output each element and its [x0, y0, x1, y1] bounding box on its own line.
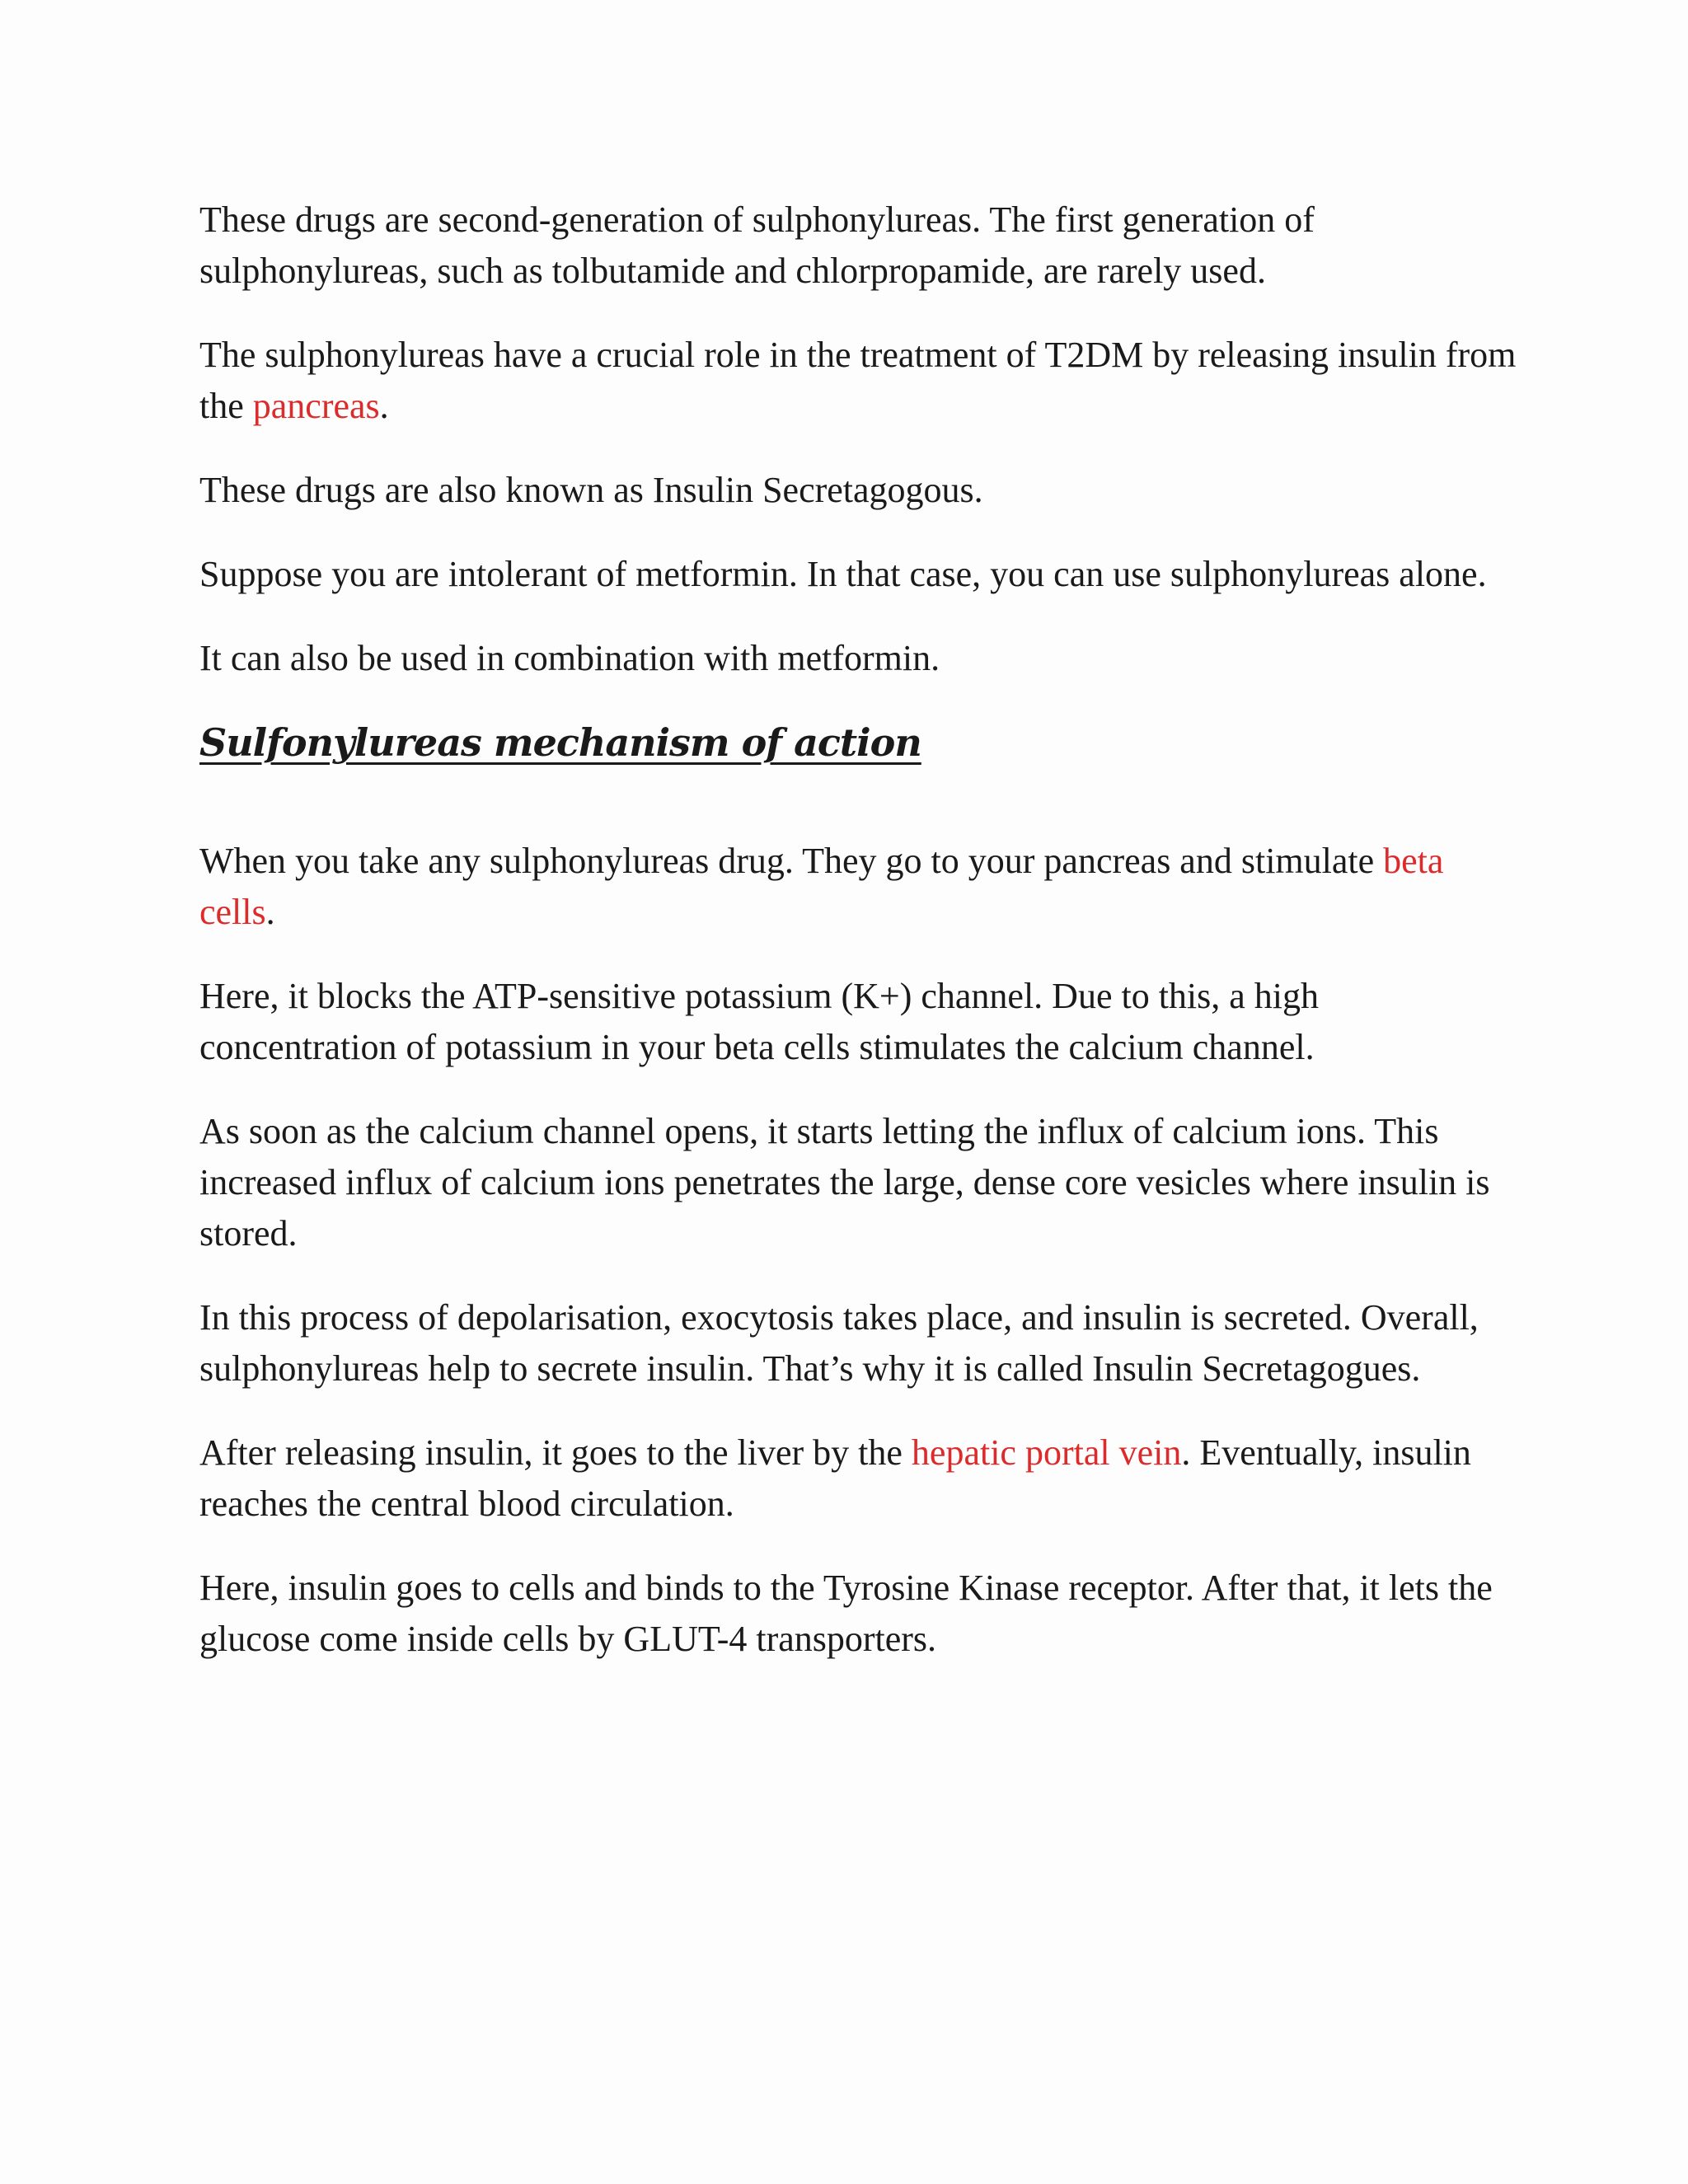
paragraph-text: After releasing insulin, it goes to the liver by the [199, 1432, 912, 1473]
body-paragraph-2 [199, 971, 1518, 1073]
paragraph-text: The sulphonylureas have a crucial role in the treatment of T2DM by releasing insulin from the [199, 335, 1517, 426]
paragraph-text: These drugs are also known as Insulin Secretagogous. [199, 470, 983, 510]
body-paragraph-6 [199, 1563, 1518, 1665]
paragraph-text: . Eventually, insulin reaches the central blood circulation. [199, 1432, 1471, 1524]
pancreas-link[interactable]: pancreas [252, 386, 380, 426]
intro-paragraph-5 [199, 633, 1518, 684]
paragraph-text: It can also be used in combination with metformin. [199, 638, 940, 678]
beta-cells-link[interactable]: beta cells [199, 841, 1444, 932]
paragraph-text: . [379, 386, 389, 426]
intro-paragraph-4 [199, 549, 1518, 600]
paragraph-text: . [265, 892, 275, 932]
paragraph-text: Here, it blocks the ATP-sensitive potassium (K+) channel. Due to this, a high concentration of potassium in your beta cells stimulates the calcium channel. [199, 976, 1320, 1067]
intro-paragraph-2 [199, 330, 1518, 432]
intro-paragraph-3 [199, 465, 1518, 516]
paragraph-text: These drugs are second-generation of sulphonylureas. The first generation of sulphonylureas, such as tolbutamide and chlorpropamide, are rarely used. [199, 199, 1315, 291]
section-heading: Sulfonylureas mechanism of action [199, 720, 921, 765]
article-content [199, 194, 1518, 1698]
intro-paragraph-1 [199, 194, 1518, 297]
paragraph-text: Suppose you are intolerant of metformin. In that case, you can use sulphonylureas alone. [199, 554, 1487, 594]
paragraph-text: Here, insulin goes to cells and binds to the Tyrosine Kinase receptor. After that, it lets the glucose come inside cells by GLUT-4 transporters. [199, 1568, 1493, 1659]
paragraph-text: When you take any sulphonylureas drug. They go to your pancreas and stimulate [199, 841, 1384, 881]
body-paragraph-3 [199, 1106, 1518, 1259]
hepatic-portal-vein-link[interactable]: hepatic portal vein [911, 1432, 1182, 1473]
paragraph-text: As soon as the calcium channel opens, it starts letting the influx of calcium ions. This increased influx of calcium ions penetrates the large, dense core vesicles where insulin is stored. [199, 1111, 1490, 1254]
body-paragraph-5 [199, 1427, 1518, 1530]
body-paragraph-4 [199, 1292, 1518, 1394]
paragraph-text: In this process of depolarisation, exocytosis takes place, and insulin is secreted. Overall, sulphonylureas help to secrete insulin. That’s why it is called Insulin Secretagogues. [199, 1297, 1479, 1389]
body-paragraph-1 [199, 836, 1518, 938]
